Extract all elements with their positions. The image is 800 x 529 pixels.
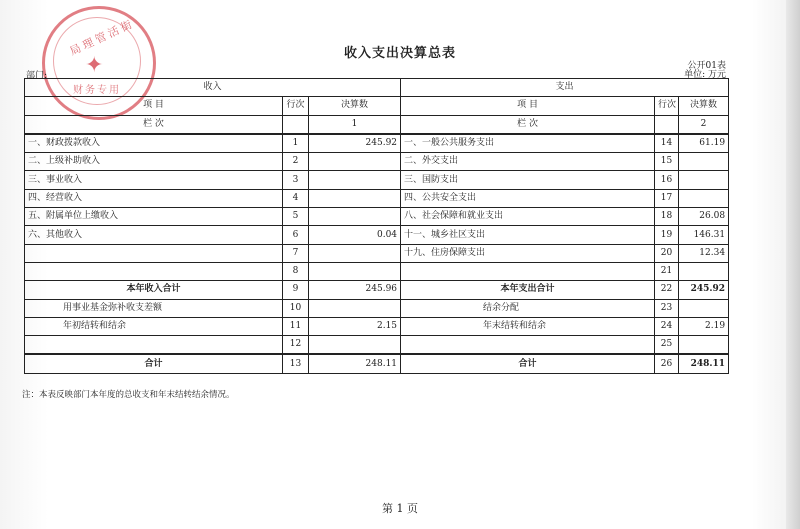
income-seq: 9	[283, 281, 309, 299]
income-seq: 1	[283, 134, 309, 153]
page-number: 第 1 页	[382, 502, 418, 515]
expense-seq: 26	[655, 354, 679, 373]
column-header-row	[25, 97, 729, 115]
expense-lan-seq	[655, 115, 679, 134]
expense-section-header: 支出	[401, 79, 729, 97]
income-seq: 4	[283, 189, 309, 207]
table-row	[25, 134, 729, 153]
table-row	[25, 171, 729, 189]
expense-label	[401, 336, 655, 355]
income-label: 六、其他收入	[25, 226, 283, 244]
income-amount	[309, 299, 401, 317]
expense-amount	[679, 189, 729, 207]
expense-amount	[679, 171, 729, 189]
income-label: 二、上级补助收入	[25, 153, 283, 171]
expense-item-header: 项 目	[401, 97, 655, 115]
expense-seq: 17	[655, 189, 679, 207]
seal-text-top: 局理管活街	[67, 16, 137, 59]
income-seq: 3	[283, 171, 309, 189]
income-seq: 5	[283, 208, 309, 226]
income-grand-total-amount: 248.11	[309, 354, 401, 373]
expense-amount: 146.31	[679, 226, 729, 244]
income-seq-header: 行次	[283, 97, 309, 115]
table-row	[25, 262, 729, 280]
income-seq: 11	[283, 317, 309, 335]
expense-amount: 2.19	[679, 317, 729, 335]
income-label	[25, 336, 283, 355]
page-edge-shadow	[786, 0, 800, 529]
expense-seq: 20	[655, 244, 679, 262]
income-amount	[309, 171, 401, 189]
expense-label: 三、国防支出	[401, 171, 655, 189]
seal-text-bottom: 财务专用	[73, 85, 121, 96]
table-row	[25, 208, 729, 226]
income-lan-label: 栏 次	[25, 115, 283, 134]
expense-amount	[679, 153, 729, 171]
expense-year-total-label: 本年支出合计	[401, 281, 655, 299]
expense-amount: 12.34	[679, 244, 729, 262]
income-expense-table	[24, 78, 729, 374]
income-year-total-amount: 245.96	[309, 281, 401, 299]
seal-star-icon: ✦	[85, 53, 104, 78]
income-label: 年初结转和结余	[25, 317, 283, 335]
income-label: 三、事业收入	[25, 171, 283, 189]
income-seq: 2	[283, 153, 309, 171]
expense-seq: 21	[655, 262, 679, 280]
expense-amount-header: 决算数	[679, 97, 729, 115]
income-amount	[309, 244, 401, 262]
expense-amount	[679, 299, 729, 317]
income-seq: 10	[283, 299, 309, 317]
table-row	[25, 317, 729, 335]
expense-label: 结余分配	[401, 299, 655, 317]
expense-amount	[679, 262, 729, 280]
column-number-row	[25, 115, 729, 134]
expense-label: 八、社会保障和就业支出	[401, 208, 655, 226]
income-seq: 6	[283, 226, 309, 244]
income-label: 一、财政拨款收入	[25, 134, 283, 153]
income-label	[25, 244, 283, 262]
table-row	[25, 244, 729, 262]
expense-seq: 24	[655, 317, 679, 335]
expense-label: 四、公共安全支出	[401, 189, 655, 207]
income-label: 四、经营收入	[25, 189, 283, 207]
expense-col-number: 2	[679, 115, 729, 134]
income-year-total-label: 本年收入合计	[25, 281, 283, 299]
table-row	[25, 336, 729, 355]
table-row	[25, 299, 729, 317]
expense-seq: 25	[655, 336, 679, 355]
income-amount: 245.92	[309, 134, 401, 153]
expense-seq: 19	[655, 226, 679, 244]
income-label: 五、附属单位上缴收入	[25, 208, 283, 226]
expense-seq: 18	[655, 208, 679, 226]
income-amount-header: 决算数	[309, 97, 401, 115]
expense-seq: 23	[655, 299, 679, 317]
section-header-row	[25, 79, 729, 97]
expense-seq: 16	[655, 171, 679, 189]
income-amount	[309, 189, 401, 207]
expense-lan-label: 栏 次	[401, 115, 655, 134]
expense-seq-header: 行次	[655, 97, 679, 115]
expense-grand-total-amount: 248.11	[679, 354, 729, 373]
expense-grand-total-label: 合计	[401, 354, 655, 373]
income-amount	[309, 336, 401, 355]
income-seq: 13	[283, 354, 309, 373]
grand-total-row	[25, 354, 729, 373]
expense-amount	[679, 336, 729, 355]
expense-seq: 14	[655, 134, 679, 153]
unit-label: 单位: 万元	[684, 70, 726, 80]
income-col-number: 1	[309, 115, 401, 134]
expense-label: 十九、住房保障支出	[401, 244, 655, 262]
income-seq: 8	[283, 262, 309, 280]
expense-label	[401, 262, 655, 280]
income-label	[25, 262, 283, 280]
income-amount	[309, 208, 401, 226]
table-row	[25, 153, 729, 171]
income-seq: 7	[283, 244, 309, 262]
income-amount	[309, 153, 401, 171]
income-amount: 0.04	[309, 226, 401, 244]
expense-label: 二、外交支出	[401, 153, 655, 171]
department-label: 部门:	[26, 71, 48, 81]
income-amount: 2.15	[309, 317, 401, 335]
year-total-row	[25, 281, 729, 299]
expense-seq: 22	[655, 281, 679, 299]
expense-seq: 15	[655, 153, 679, 171]
table-note: 注：本表反映部门本年度的总收支和年末结转结余情况。	[22, 390, 235, 400]
table-row	[25, 226, 729, 244]
form-number: 公开01表	[687, 61, 726, 71]
expense-year-total-amount: 245.92	[679, 281, 729, 299]
income-amount	[309, 262, 401, 280]
income-seq: 12	[283, 336, 309, 355]
expense-amount: 26.08	[679, 208, 729, 226]
income-lan-seq	[283, 115, 309, 134]
expense-label: 年末结转和结余	[401, 317, 655, 335]
expense-label: 十一、城乡社区支出	[401, 226, 655, 244]
expense-amount: 61.19	[679, 134, 729, 153]
income-grand-total-label: 合计	[25, 354, 283, 373]
income-item-header: 项 目	[25, 97, 283, 115]
income-label: 用事业基金弥补收支差额	[25, 299, 283, 317]
expense-label: 一、一般公共服务支出	[401, 134, 655, 153]
income-section-header: 收入	[25, 79, 401, 97]
table-row	[25, 189, 729, 207]
report-title: 收入支出决算总表	[343, 46, 456, 61]
